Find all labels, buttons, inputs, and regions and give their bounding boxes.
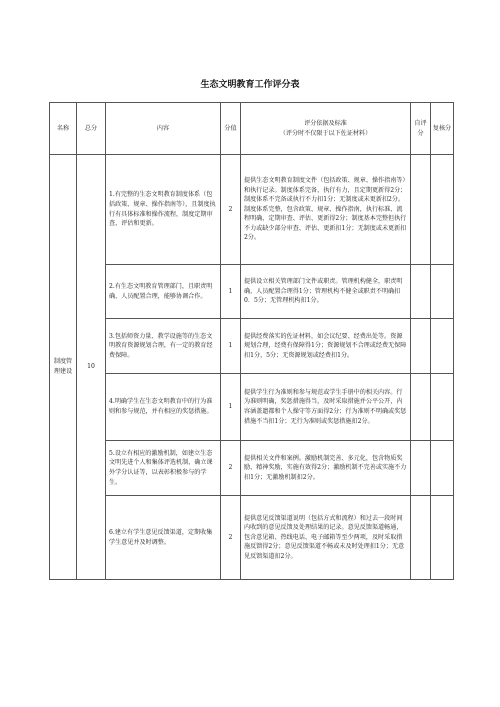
row-criteria: 提供生态文明教育制度文件（包括政策、规章、操作指南等）和执行记录。制度体系完备，执行有力，且定期更新得2分；制度体系不完备或执行不力扣1分；无制度或未更新扣2分。制度体系完整，包含政策、规章、操作指南，执行标准、流程明确，定期审查、评估、更新得2分；制度基本完整但执行不力或缺少部分审查、评估、更新扣1分；无制度或未更新扣2分。 [241,155,411,265]
table-row [50,155,454,265]
header-review-score: 复核分 [431,103,454,155]
row-criteria: 提供设立相关管理部门文件或职责。管理机构健全，职责明确，人员配置合理得1分；管理机构不健全或职责不明确扣0．5分；无管理机构扣1分。 [241,265,411,319]
review-score-cell[interactable] [431,441,454,496]
review-score-cell[interactable] [431,265,454,319]
evaluation-table [49,102,454,580]
row-score: 1 [221,374,241,441]
self-score-cell[interactable] [411,441,431,496]
self-score-cell[interactable] [411,155,431,265]
row-content: 5.设立有相应的激励机制，如建立生态文明先进个人和集体评选机制、确立课外学分认证等，以表彰积极参与的学生。 [106,441,221,496]
table-row [50,374,454,441]
row-score: 2 [221,155,241,265]
header-criteria-note: （评分时不仅限于以下佐证材料） [279,129,372,137]
row-score: 2 [221,496,241,580]
self-score-cell[interactable] [411,496,431,580]
row-content: 1.有完整的生态文明教育制度体系（包括政策、规章、操作指南等），且制度执行有具体标准和操作流程，制度定期审查、评估和更新。 [106,155,221,265]
row-criteria: 提供相关文件和案例。激励机制完善、多元化，包含物质奖励、精神奖励，实施有效得2分；激励机制不完善或实施不力扣1分；无激励机制扣2分。 [241,441,411,496]
header-total: 总分 [77,103,106,155]
row-criteria: 提供经费落实的佐证材料，如会议纪要、经费出处等。资源规划合理，经费有保障得1分；资源规划不合理或经费无保障扣1分，5分；无资源规划或经费扣1分。 [241,319,411,374]
table-row [50,496,454,580]
review-score-cell[interactable] [431,155,454,265]
header-content: 内容 [106,103,221,155]
row-score: 1 [221,265,241,319]
table-row [50,319,454,374]
row-content: 2.有生态文明教育管理部门，且职责明确、人员配置合理，能够协调合作。 [106,265,221,319]
header-score: 分值 [221,103,241,155]
self-score-cell[interactable] [411,374,431,441]
table-row [50,265,454,319]
review-score-cell[interactable] [431,319,454,374]
row-score: 2 [221,441,241,496]
self-score-cell[interactable] [411,319,431,374]
table-row [50,441,454,496]
header-criteria [241,103,411,155]
header-row [50,103,454,155]
self-score-cell[interactable] [411,265,431,319]
header-criteria-title: 评分依据及标准 [304,119,347,127]
row-content: 4.明确学生在生态文明教育中的行为准则和参与规范，并有相应的奖惩措施。 [106,374,221,441]
page-title: 生态文明教育工作评分表 [200,80,300,90]
row-content: 3.包括师资力量、教学设施等的生态文明教育资源规划合理，有一定的教育经费保障。 [106,319,221,374]
row-content: 6.建立有学生意见反馈渠道，定期收集学生意见并及时调整。 [106,496,221,580]
category-total: 10 [77,155,106,580]
header-self-score: 自评分 [411,103,431,155]
category-name: 制度管理建设 [50,155,77,580]
review-score-cell[interactable] [431,496,454,580]
header-name: 名称 [50,103,77,155]
row-criteria: 提供学生行为准则和参与规范或学生手册中的相关内容。行为准则明确，奖惩措施得当，及时采取措施并公平公开，内容涵盖遗都和个人操守等方面得2分；行为准则不明确或奖惩措施不当扣1分；无行为准则或奖惩措施扣2分。 [241,374,411,441]
review-score-cell[interactable] [431,374,454,441]
row-criteria: 提供意见反馈渠道说明（包括方式和流程）和过去一段时间内收到的意见反馈及处理结果的记录。意见反馈渠道畅通，包含意见箱、热线电话、电子邮箱等至少两项，及时采取措施反馈得2分；意见反馈渠道不畅或未及时处理扣1分；无意见反馈渠道扣2分。 [241,496,411,580]
row-score: 1 [221,319,241,374]
